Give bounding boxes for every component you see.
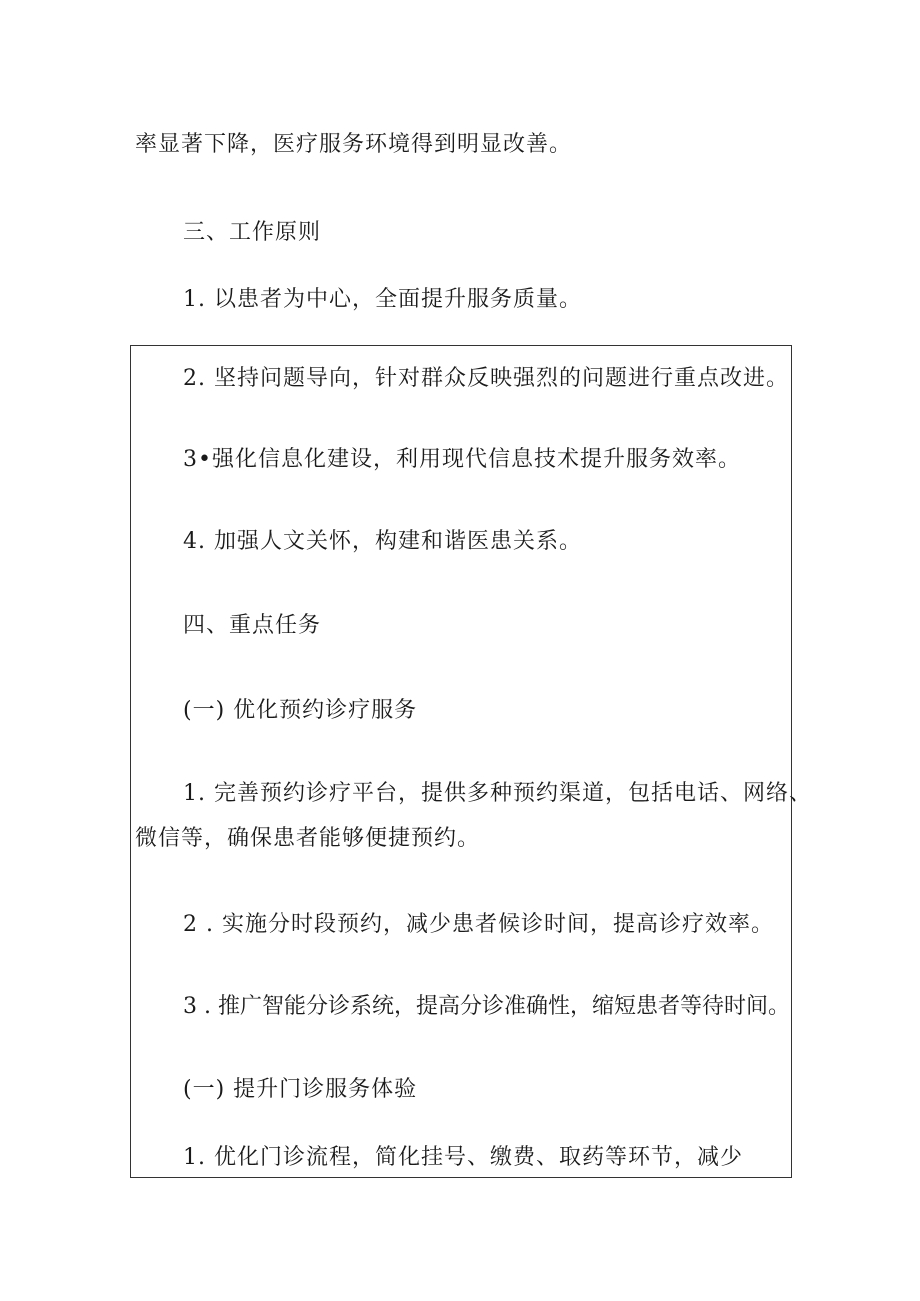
task-1-line-1: 1. 完善预约诊疗平台，提供多种预约渠道，包括电话、网络、	[183, 781, 812, 806]
outpatient-task-1: 1. 优化门诊流程，简化挂号、缴费、取药等环节，减少	[183, 1145, 743, 1170]
principle-2: 2. 坚持问题导向，针对群众反映强烈的问题进行重点改进。	[183, 366, 789, 391]
subheading-outpatient: (一) 提升门诊服务体验	[183, 1077, 418, 1102]
task-3: 3 . 推广智能分诊系统，提高分诊准确性，缩短患者等待时间。	[183, 994, 790, 1019]
principle-3: 3•强化信息化建设，利用现代信息技术提升服务效率。	[183, 447, 741, 472]
paragraph-closing: 率显著下降，医疗服务环境得到明显改善。	[135, 132, 573, 157]
principle-4: 4. 加强人文关怀，构建和谐医患关系。	[183, 529, 582, 554]
heading-key-tasks: 四、重点任务	[183, 613, 322, 638]
task-1-line-2: 微信等，确保患者能够便捷预约。	[135, 826, 481, 851]
task-2: 2 . 实施分时段预约，减少患者候诊时间，提高诊疗效率。	[183, 912, 774, 937]
principle-1: 1. 以患者为中心，全面提升服务质量。	[183, 287, 582, 312]
heading-work-principles: 三、工作原则	[183, 220, 322, 245]
subheading-appointment: (一) 优化预约诊疗服务	[183, 698, 418, 723]
